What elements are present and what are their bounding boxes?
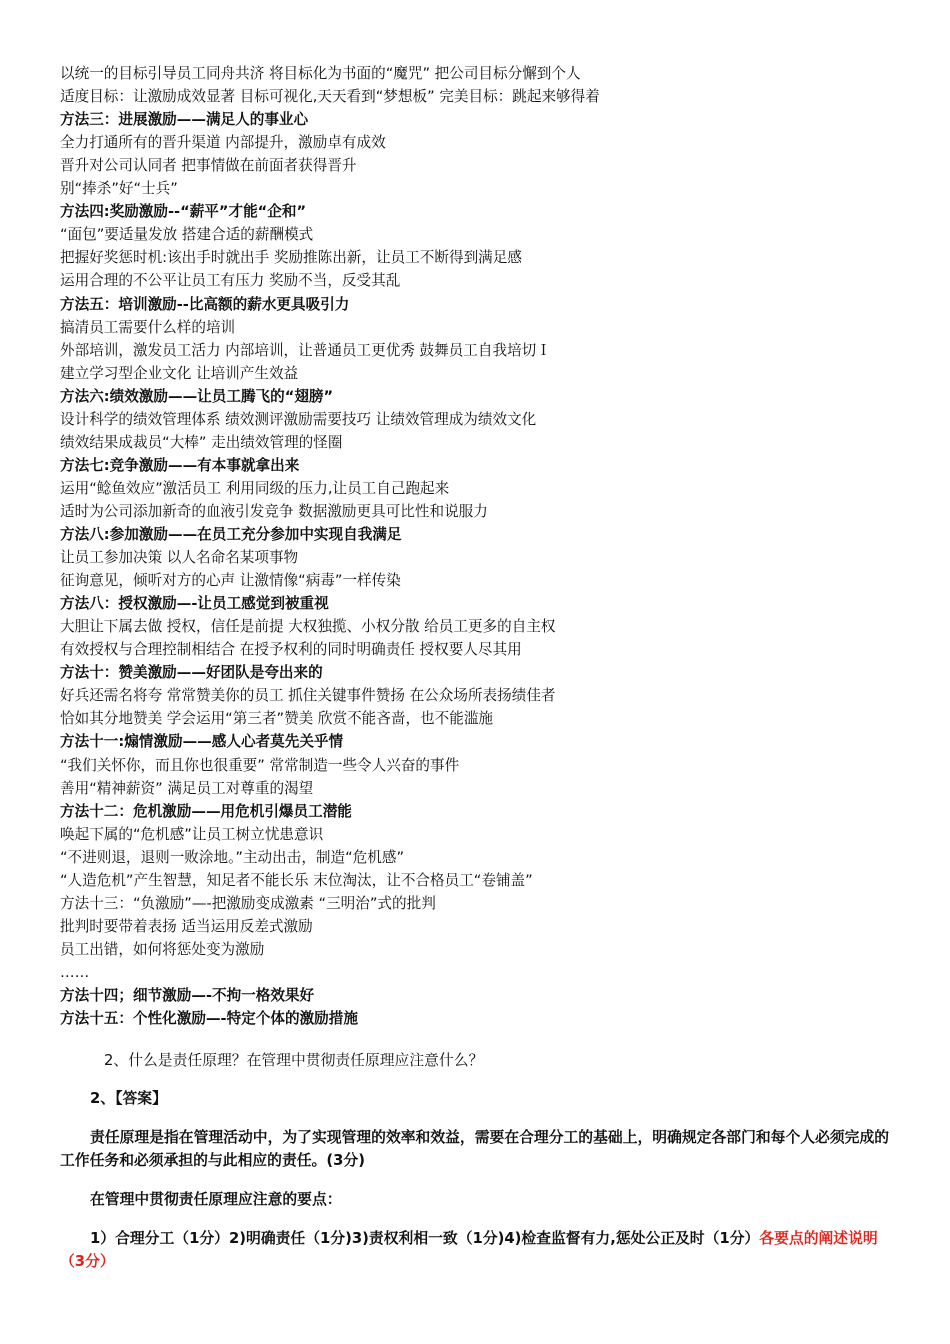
method-line: 运用合理的不公平让员工有压力 奖励不当，反受其乱 [60,272,401,290]
method-line: 善用“精神薪资” 满足员工对尊重的渴望 [60,779,314,797]
points-paragraph [60,1227,900,1273]
method-line: “人造危机”产生智慧，知足者不能长乐 末位淘汰，让不合格员工“卷铺盖” [60,871,533,889]
method-line: 批判时要带着表扬 适当运用反差式激励 [60,917,313,935]
method-heading: 方法十：赞美激励——好团队是夸出来的 [60,664,323,682]
method-line: 绩效结果成裁员“大棒” 走出绩效管理的怪圈 [60,433,343,451]
method-line: 恰如其分地赞美 学会运用“第三者”赞美 欣赏不能吝啬，也不能滥施 [60,710,494,728]
method-line: 征询意见，倾听对方的心声 让激情像“病毒”一样传染 [60,572,401,590]
method-line: 把握好奖惩时机:该出手时就出手 奖励推陈出新，让员工不断得到满足感 [60,249,522,267]
method-line: …… [60,963,90,981]
method-heading: 方法三：进展激励——满足人的事业心 [60,111,309,129]
method-line: 适度目标：让激励成效显著 目标可视化,天天看到“梦想板” 完美目标：跳起来够得着 [60,88,600,106]
method-line: 员工出错，如何将惩处变为激励 [60,940,265,958]
method-line: 以统一的目标引导员工同舟共济 将目标化为书面的“魔咒” 把公司目标分懈到个人 [60,65,581,82]
method-line: 外部培训，激发员工活力 内部培训，让普通员工更优秀 鼓舞员工自我培切Ｉ [60,341,551,359]
method-line: 运用“鲶鱼效应”激活员工 利用同级的压力,让员工自己跑起来 [60,479,450,497]
method-heading: 方法六:绩效激励——让员工腾飞的“翅膀” [60,387,334,405]
method-line: 大胆让下属去做 授权，信任是前提 大权独揽、小权分散 给员工更多的自主权 [60,618,556,636]
method-line: 让员工参加决策 以人名命名某项事物 [60,549,299,567]
points-heading: 在管理中贯彻责任原理应注意的要点： [90,1191,342,1208]
method-line: 好兵还需名将夸 常常赞美你的员工 抓住关键事件赞扬 在公众场所表扬绩佳者 [60,687,556,705]
method-heading: 方法十四；细节激励—-不拘一格效果好 [60,987,315,1004]
method-line: “不进则退，退则一败涂地。”主动出击，制造“危机感” [60,848,405,866]
method-heading: 方法七:竞争激励——有本事就拿出来 [60,456,300,474]
method-line: 晋升对公司认同者 把事情做在前面者获得晋升 [60,157,357,175]
method-line: 设计科学的绩效管理体系 绩效测评激励需要技巧 让绩效管理成为绩效文化 [60,410,537,428]
answer-label: 2、【答案】 [90,1090,167,1107]
method-line: 别“捧杀”好“士兵” [60,180,178,198]
points-red-text: 各要点的阐述说明（3分） [60,1230,878,1270]
method-line: 建立学习型企业文化 让培训产生效益 [60,364,299,382]
method-heading: 方法五：培训激励--比高额的薪水更具吸引力 [60,295,350,313]
method-line: 有效授权与合理控制相结合 在授予权利的同时明确责任 授权要人尽其用 [60,641,522,659]
method-line: 适时为公司添加新奇的血液引发竞争 数据激励更具可比性和说服力 [60,502,488,520]
method-heading: 方法八:参加激励——在员工充分参加中实现自我满足 [60,526,402,543]
method-heading: 方法十二：危机激励——用危机引爆员工潜能 [60,802,352,820]
method-heading: 方法八：授权激励—-让员工感觉到被重视 [60,595,329,613]
method-line: 搞清员工需要什么样的培训 [60,318,236,336]
definition-paragraph: 责任原理是指在管理活动中，为了实现管理的效率和效益，需要在合理分工的基础上，明确规定各部门和每个人必须完成的工作任务和必须承担的与此相应的责任。(3分) [60,1129,890,1169]
method-line: 唤起下属的“危机感”让员工树立忧患意识 [60,825,324,843]
method-heading: 方法十五：个性化激励—-特定个体的激励措施 [60,1010,358,1028]
method-line: “面包”要适量发放 搭建合适的薪酬模式 [60,226,314,244]
question-text: 2、什么是责任原理？在管理中贯彻责任原理应注意什么？ [104,1052,484,1069]
method-line: 方法十三：“负激励”—-把激励变成激素 “三明治”式的批判 [60,894,436,912]
method-heading: 方法十一:煽情激励——感人心者莫先关乎情 [60,733,344,751]
method-line: “我们关怀你，而且你也很重要” 常常制造一些令人兴奋的事件 [60,756,460,774]
points-text: 1）合理分工（1分）2)明确责任（1分)3)责权利相一致（1分)4)检查监督有力,惩处公正及时（1分） [90,1230,760,1247]
method-heading: 方法四:奖励激励--“薪平”才能“企和” [60,203,307,221]
method-line: 全力打通所有的晋升渠道 内部提升，激励卓有成效 [60,134,386,152]
